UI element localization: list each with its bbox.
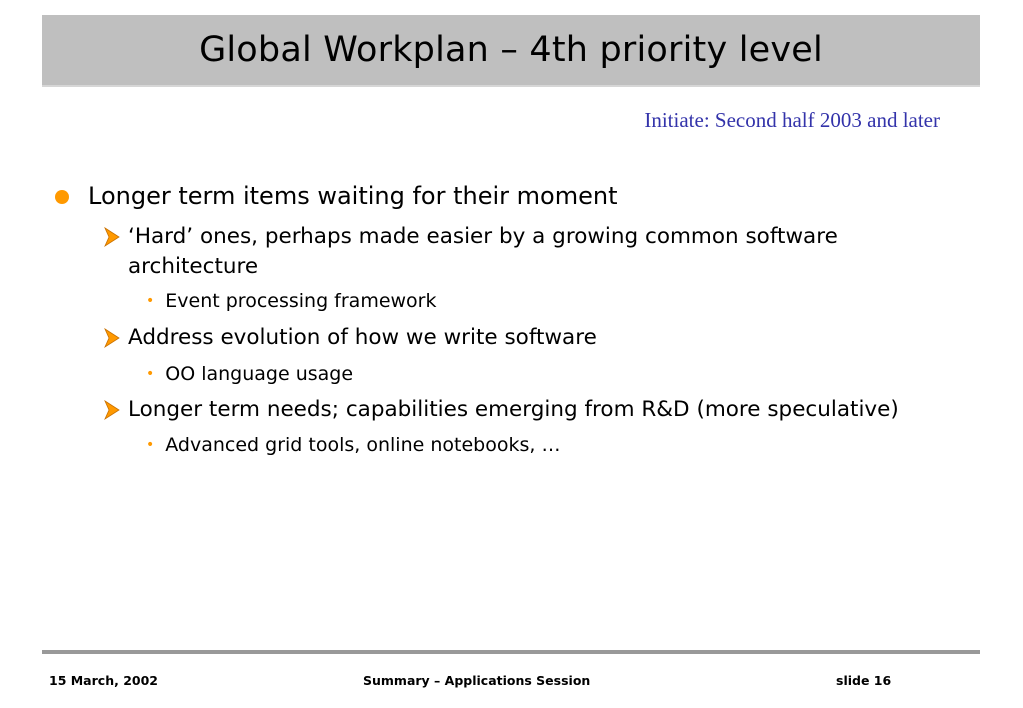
bullet-level3-text: Advanced grid tools, online notebooks, …: [165, 434, 561, 456]
bullet-level3-item-3: [146, 433, 560, 457]
footer-slide-number: slide 16: [836, 673, 892, 688]
slide-title: Global Workplan – 4th priority level: [199, 30, 823, 70]
small-dot-bullet-icon: •: [146, 293, 155, 309]
arrowhead-bullet-icon: [103, 226, 121, 248]
bullet-level2-item-1: [103, 222, 838, 282]
bullet-level3-text: Event processing framework: [165, 290, 437, 312]
bullet-level3-text: OO language usage: [165, 363, 354, 385]
bullet-level2-text: Address evolution of how we write software: [128, 325, 597, 350]
slide-subtitle: Initiate: Second half 2003 and later: [644, 108, 940, 132]
bullet-level1-text: Longer term items waiting for their moment: [88, 182, 618, 210]
bullet-level2-item-3: [103, 395, 899, 425]
bullet-level3-item-2: [146, 362, 353, 386]
footer-divider: [42, 650, 980, 654]
arrowhead-bullet-icon: [103, 399, 121, 421]
footer-session: Summary – Applications Session: [363, 673, 591, 688]
bullet-level2-text: Longer term needs; capabilities emerging from R&D (more speculative): [128, 397, 899, 422]
small-dot-bullet-icon: •: [146, 437, 155, 453]
arrowhead-bullet-icon: [103, 327, 121, 349]
small-dot-bullet-icon: •: [146, 366, 155, 382]
bullet-level3-item-1: [146, 289, 437, 313]
bullet-level2-item-2: [103, 323, 597, 353]
footer-date: 15 March, 2002: [49, 673, 158, 688]
filled-circle-bullet-icon: [55, 190, 69, 204]
bullet-level1: [55, 181, 618, 211]
bullet-level2-text: ‘Hard’ ones, perhaps made easier by a growing common software: [128, 224, 838, 249]
bullet-level2-text-continued: architecture: [128, 254, 259, 279]
